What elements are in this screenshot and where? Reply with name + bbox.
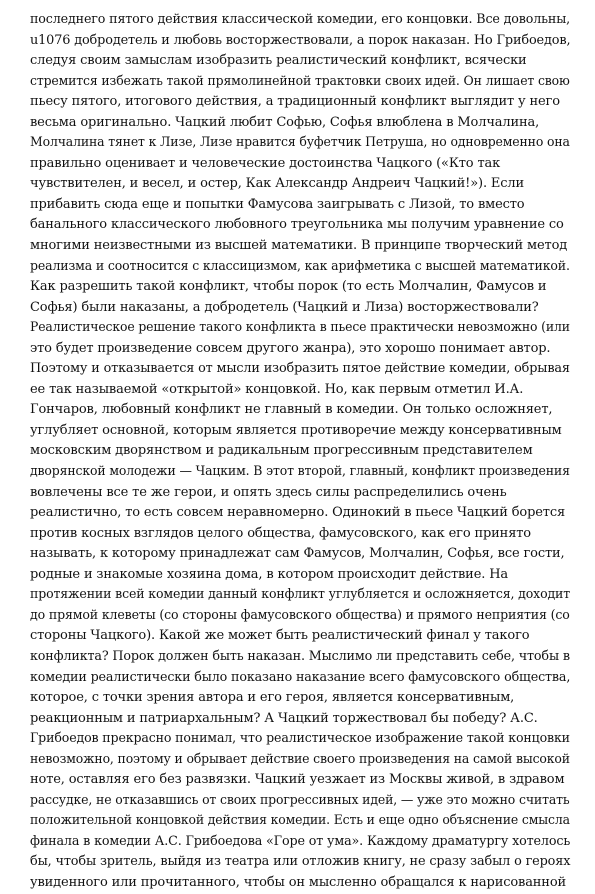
text-line: положительной концовкой действия комедии. Есть и еще одно объяснение смысла xyxy=(30,813,570,829)
text-line: ноте, оставляя его без развязки. Чацкий уезжает из Москвы живой, в здравом xyxy=(30,772,565,788)
body-text xyxy=(30,10,570,894)
text-line: Грибоедов прекрасно понимал, что реалистическое изображение такой концовки xyxy=(30,731,570,747)
text-line: до прямой клеветы (со стороны фамусовского общества) и прямого неприятия (со xyxy=(30,607,570,623)
text-line: банального классического любовного треугольника мы получим уравнение со xyxy=(30,217,564,233)
text-line: Поэтому и отказывается от мысли изобразить пятое действие комедии, обрывая xyxy=(30,361,570,377)
text-line: ее так называемой «открытой» концовкой. Но, как первым отметил И.А. xyxy=(30,381,524,397)
text-line: стремится избежать такой прямолинейной трактовки своих идей. Он лишает свою xyxy=(30,73,570,89)
text-line: комедии реалистически было показано наказание всего фамусовского общества, xyxy=(30,669,571,685)
text-line: бы, чтобы зритель, выйдя из театра или отложив книгу, не сразу забыл о героях xyxy=(30,854,571,870)
text-line: Как разрешить такой конфликт, чтобы порок (то есть Молчалин, Фамусов и xyxy=(30,279,547,295)
text-line: реакционным и патриархальным? А Чацкий торжествовал бы победу? А.С. xyxy=(30,710,538,726)
text-line: против косных взглядов целого общества, фамусовского, как его принято xyxy=(30,525,531,541)
text-line: пьесу пятого, итогового действия, а традиционный конфликт выглядит у него xyxy=(30,94,560,110)
text-line: родные и знакомые хозяина дома, в котором происходит действие. На xyxy=(30,566,508,582)
text-line: невозможно, поэтому и обрывает действие своего произведения на самой высокой xyxy=(30,751,570,767)
text-line: последнего пятого действия классической комедии, его концовки. Все довольны, xyxy=(30,12,571,27)
text-line: дворянской молодежи — Чацким. В этот второй, главный, конфликт произведения xyxy=(30,464,570,480)
text-line: это будет произведение совсем другого жанра), это хорошо понимает автор. xyxy=(30,340,551,356)
text-line: Гончаров, любовный конфликт не главный в комедии. Он только осложняет, xyxy=(30,402,553,418)
text-line: протяжении всей комедии данный конфликт углубляется и осложняется, доходит xyxy=(30,587,571,603)
text-line: реализма и соотносится с классицизмом, как арифметика с высшей математикой. xyxy=(30,258,570,274)
text-line: называть, к которому принадлежат сам Фамусов, Молчалин, Софья, все гости, xyxy=(30,546,565,562)
text-line: финала в комедии А.С. Грибоедова «Горе от ума». Каждому драматургу хотелось xyxy=(30,833,571,849)
text-line: реалистично, то есть совсем неравномерно. Одинокий в пьесе Чацкий борется xyxy=(30,505,566,521)
text-line: многими неизвестными из высшей математики. В принципе творческий метод xyxy=(30,238,568,254)
text-line: чувствителен, и весел, и остер, Как Александр Андреич Чацкий!»). Если xyxy=(30,176,525,192)
text-line: углубляет основной, которым является противоречие между консервативным xyxy=(30,422,562,438)
text-line: которое, с точки зрения автора и его героя, является консервативным, xyxy=(30,690,515,706)
text-line: следуя своим замыслам изобразить реалистический конфликт, всячески xyxy=(30,53,527,69)
text-line: Софья) были наказаны, а добродетель (Чацкий и Лиза) восторжествовали? xyxy=(30,299,539,315)
text-line: вовлечены все те же герои, и опять здесь силы распределились очень xyxy=(30,484,507,500)
text-line: весьма оригинально. Чацкий любит Софью, Софья влюблена в Молчалина, xyxy=(30,114,540,130)
text-line: прибавить сюда еще и попытки Фамусова заигрывать с Лизой, то вместо xyxy=(30,196,525,212)
text-line: u1076 добродетель и любовь восторжествовали, а порок наказан. Но Грибоедов, xyxy=(30,32,571,48)
text-line: стороны Чацкого). Какой же может быть реалистический финал у такого xyxy=(30,628,530,644)
text-line: увиденного или прочитанного, чтобы он мысленно обращался к нарисованной xyxy=(30,874,567,890)
text-line: московским дворянством и радикальным прогрессивным представителем xyxy=(30,443,533,459)
text-line: Молчалина тянет к Лизе, Лизе нравится буфетчик Петруша, но одновременно она xyxy=(30,135,570,151)
text-line: Реалистическое решение такого конфликта в пьесе практически невозможно (или xyxy=(30,320,570,336)
text-line: конфликта? Порок должен быть наказан. Мыслимо ли представить себе, чтобы в xyxy=(30,648,570,664)
text-line: правильно оценивает и человеческие достоинства Чацкого («Кто так xyxy=(30,155,501,171)
text-line: рассудке, не отказавшись от своих прогрессивных идей, — уже это можно считать xyxy=(30,792,570,808)
